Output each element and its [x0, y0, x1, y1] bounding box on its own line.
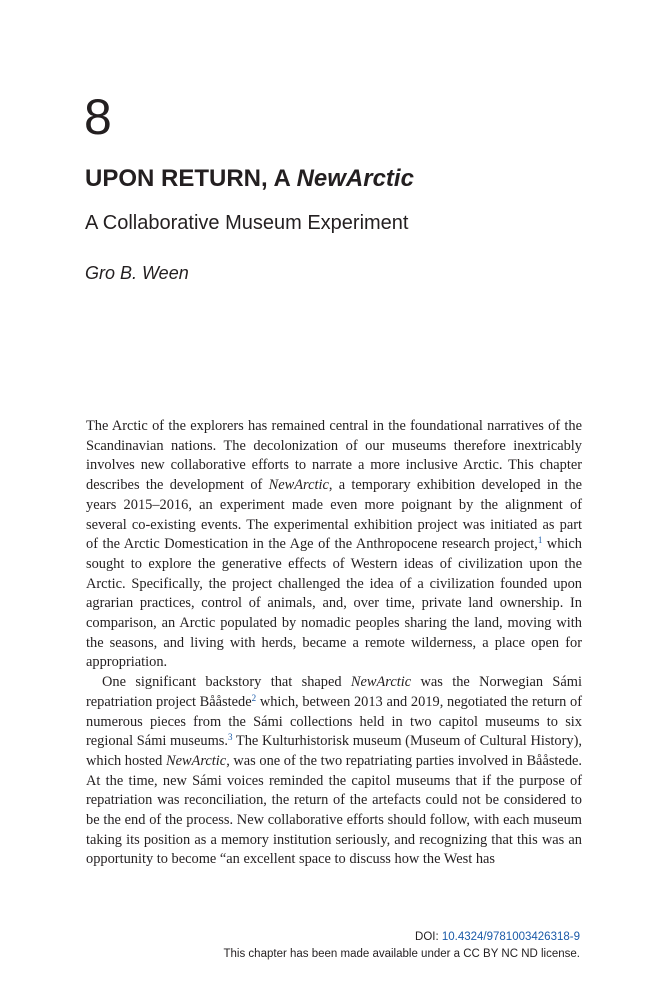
paragraph-2-text-1: One significant backstory that shaped: [102, 674, 351, 691]
body-text: [86, 417, 582, 870]
chapter-title-italic: NewArctic: [296, 165, 414, 192]
paragraph-2-italic-1: NewArctic: [350, 674, 412, 691]
chapter-subtitle: A Collaborative Museum Experiment: [85, 212, 409, 234]
paragraph-1-text-1: The Arctic of the explorers has remained central in the foundational narratives of the Scandinavian nations. The decolonization of our museums therefore inextricably involves new collaborative efforts to narrate a more inclusive Arctic. This chapter describes the development of: [86, 418, 582, 494]
chapter-title: [85, 164, 414, 194]
paragraph-2: [86, 673, 582, 870]
doi-line: [224, 929, 580, 946]
chapter-number: 8: [84, 89, 112, 145]
author-name: Gro B. Ween: [85, 263, 189, 283]
footnote-ref-2[interactable]: 2: [251, 692, 257, 703]
paragraph-1-italic-1: NewArctic: [268, 477, 329, 494]
chapter-title-main: UPON RETURN, A: [85, 165, 297, 192]
paragraph-1-text-3: which sought to explore the generative effects of Western ideas of civilization upon the Arctic. Specifically, the project challenged the idea of a civilization founded upon agrarian practices, control of animals, and, over time, private land ownership. In comparison, an Arctic populated by nomadic peoples sharing the land, moving with the seasons, and living with herds, became a remote wilderness, a place open for appropriation.: [86, 536, 582, 671]
paragraph-2-italic-2: NewArctic: [165, 752, 227, 769]
doi-label: DOI:: [415, 931, 442, 943]
footnote-ref-1[interactable]: 1: [537, 535, 543, 546]
footnote-ref-3[interactable]: 3: [228, 732, 233, 743]
paragraph-2-text-2: was the Norwegian Sámi repatriation project Bååstede: [86, 674, 582, 710]
paragraph-2-text-4: The Kulturhistorisk museum (Museum of Cultural History), which hosted: [86, 733, 583, 769]
license-note: This chapter has been made available under a CC BY NC ND license.: [223, 948, 580, 960]
doi-link[interactable]: 10.4324/9781003426318-9: [441, 931, 580, 943]
page-footer: [224, 929, 580, 963]
paragraph-1-text-2: , a temporary exhibition developed in the years 2015–2016, an experiment made even more poignant by the alignment of several co-existing events. The experimental exhibition project was initiated as part of the Arctic Domestication in the Age of the Anthropocene research project,: [86, 477, 582, 553]
paragraph-2-text-5: , was one of the two repatriating parties involved in Bååstede. At the time, new Sámi voices reminded the capitol museums that if the purpose of repatriation was reconciliation, the return of the artefacts could not be considered to be the end of the process. New collaborative efforts should follow, with each museum taking its position as a memory institution seriously, and recognizing that this was an opportunity to become “an excellent space to discuss how the West has: [86, 752, 582, 868]
paragraph-2-text-3: which, between 2013 and 2019, negotiated the return of numerous pieces from the Sámi collections held in two capitol museums to six regional Sámi museums.: [86, 693, 582, 750]
paragraph-1: [86, 417, 582, 673]
